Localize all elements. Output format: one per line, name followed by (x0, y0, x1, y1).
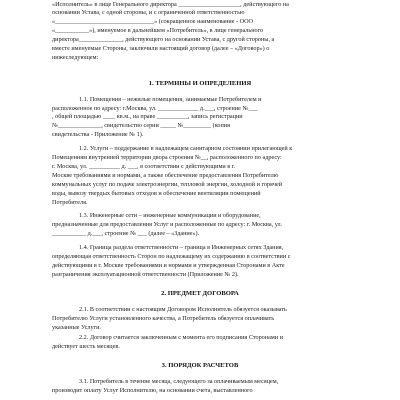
section-heading: 3. ПОРЯДОК РАСЧЕТОВ (161, 362, 239, 369)
section-line: Помещениям внутренней территории двора строения №__, расположенного по адресу: (52, 154, 282, 161)
section-line: г. Москва, ул. __________ д. ___, в соответствии с действующими в г. (52, 163, 236, 170)
section-heading: 2. ПРЕДМЕТ ДОГОВОРА (161, 290, 239, 297)
section-line: действует шесть месяцев. (52, 343, 120, 350)
section-line: производит оплату Услуг Исполнителю, на основании счета, выставленного (52, 387, 253, 394)
section-line: 3.1. Потребитель в течение месяца, следующего за оплачиваемым месяцем, (79, 378, 279, 385)
section-line: 1.2. Услуги – поддержание в надлежащем санитарном состоянии прилегающей к (79, 145, 293, 152)
section-heading: 1. ТЕРМИНЫ И ОПРЕДЕЛЕНИЯ (148, 80, 252, 87)
section-line: свидетельства - Приложение № 1). (52, 131, 144, 138)
section-line: , общей площадью ____ кв.м., на праве __________, запись регистрации (52, 113, 243, 120)
section-line: указанные Услуги. (52, 324, 101, 331)
section-line: №______________, свидетельство серии _____ №_________ (копия (52, 122, 230, 129)
section-line: коммунальных услуг по подаче электроэнергии, тепловой энергии, холодной и горячей (52, 181, 283, 188)
section-line: 1.3. Инженерные сети – инженерные коммуникации и оборудование, (79, 212, 261, 219)
section-line: ___________ д.___, строение № ___ (далее – «Здание»). (52, 230, 200, 237)
section-line: расположенное по адресу: г.Москва, ул. _____________ д.___, строение №___ (52, 105, 258, 112)
section-line: действующими в г. Москве требованиями и нормами и утвержденная Сторонами в Акте (52, 262, 285, 269)
intro-line: директора______________, действующего на основании Устава, с другой стороны, а (52, 36, 275, 43)
section-line: воды, вывозу твердых бытовых отходов и обеспечение вентиляции помещений (52, 190, 261, 197)
section-line: 2.2. Договор считается заключенным с момента его подписания Сторонами и (79, 334, 283, 341)
section-line: Потребителя. (52, 199, 88, 206)
section-line: Москве требованиями и нормами, а также обеспечение предоставления Потребителю (52, 172, 279, 179)
section-line: 1.1. Помещения – нежилые помещения, занимаемые Потребителем и (79, 96, 262, 103)
intro-line: «Исполнитель» в лице Генерального директора ____________________, действующего на (52, 1, 289, 8)
intro-line: нижеследующем: (52, 54, 99, 61)
section-line: разграничения эксплуатационной ответственности (Приложение № 2). (52, 271, 239, 278)
intro-line: «___________»), именуемое в дальнейшем «Потребитель», в лице генерального (52, 27, 264, 34)
intro-line: основании Устава, с одной стороны, и с ограниченной ответственностью (52, 9, 245, 16)
section-line: 2.1. В соответствии с настоящим Договором Исполнитель обязуется оказывать (79, 306, 287, 313)
section-line: предназначенные для предоставления Услуг и расположенные по адресу: г. Москва, ул. (52, 221, 283, 228)
intro-line: «________________________________» (сокращенное наименование - ООО (52, 18, 254, 25)
section-line: 1.4. Граница раздела ответственности – граница в Инженерных сетях Здания, (79, 244, 284, 251)
section-line: определяющая ответственность Сторон по надлежащему их содержанию в соответствии с (52, 253, 291, 260)
section-line: Потребителю Услуги установленного качества, а Потребитель обязуется оплачивать (52, 315, 275, 322)
intro-line: вместе именуемые Стороны, заключили настоящий договор (далее – «Договор») о (52, 45, 270, 52)
